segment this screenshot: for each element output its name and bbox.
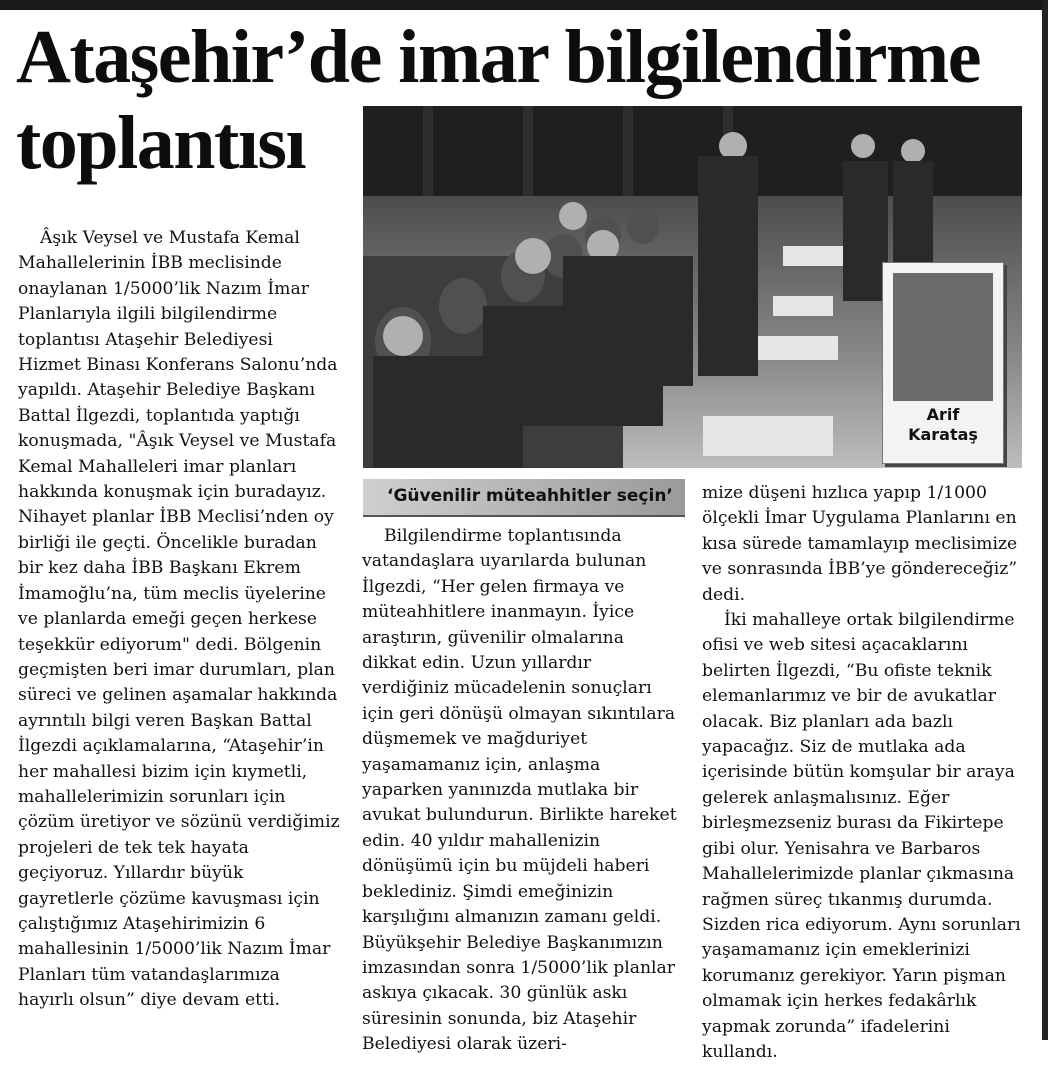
paragraph: mize düşeni hızlıca yapıp 1/1000 ölçekli İmar Uygulama Planlarını en kısa sürede tamamlayıp meclisimize ve sonrasında İBB’ye göndereceğiz” dedi. — [702, 483, 1018, 605]
author-photo — [893, 273, 993, 401]
paragraph: Bilgilendirme toplantısında vatandaşlara uyarılarda bulunan İlgezdi, “Her gelen firmaya ve müteahhitlere inanmayın. İyice araştırın, güvenilir olmalarına dikkat edin. Uzun yıllardır verdiğiniz mücadelenin sonuçları için geri dönüşü olmayan sıkıntılara düşmemek ve mağduriyet yaşamamanız için, anlaşma yaparken yanınızda mutlaka bir avukat bulundurun. Birlikte hareket edin. 40 yıldır mahallenizin dönüşümü için bu müjdeli haberi beklediniz. Şimdi emeğinizin karşılığını almanızın zamanı geldi. Büyükşehir Belediye Başkanımızın imzasından sonra 1/5000’lik planlar askıya çıkacak. 30 günlük askı süresinin sonunda, biz Ataşehir Belediyesi olarak üzeri- — [362, 526, 677, 1055]
headline-line-1: Ataşehir’de imar bilgilendirme — [16, 15, 980, 99]
paragraph: Âşık Veysel ve Mustafa Kemal Mahallelerinin İBB meclisinde onaylanan 1/5000’lik Nazım İmar Planlarıyla ilgili bilgilendirme toplantısı Ataşehir Belediyesi Hizmet Binası Konferans Salonu’nda yapıldı. Ataşehir Belediye Başkanı Battal İlgezdi, toplantıda yaptığı konuşmada, "Âşık Veysel ve Mustafa Kemal Mahalleleri imar planları hakkında konuşmak için buradayız. Nihayet planlar İBB Meclisi’nden oy birliği ile geçti. Öncelikle buradan bir kez daha İBB Başkanı Ekrem İmamoğlu’na, tüm meclis üyelerine ve planlarda emeği geçen herkese teşekkür ediyorum" dedi. Bölgenin geçmişten beri imar durumları, plan süreci ve gelinen aşamalar hakkında ayrıntılı bilgi veren Başkan Battal İlgezdi açıklamalarına, “Ataşehir’in her mahallesi bizim için kıymetli, mahallelerimizin sorunları için çözüm üretiyor ve sözünü verdiğimiz projeleri de tek tek hayata geçiyoruz. Yıllardır büyük gayretlerle çözüme kavuşması için çalıştığımız Ataşehirimizin 6 mahallesinin 1/5000’lik Nazım İmar Planları tüm vatandaşlarımıza hayırlı olsun” diye devam etti. — [18, 228, 340, 1011]
subheading: ‘Güvenilir müteahhitler seçin’ — [387, 486, 673, 506]
headline-line-2: toplantısı — [16, 101, 306, 185]
article-column-3 — [702, 481, 1022, 1065]
article-column-2 — [362, 524, 680, 1058]
author-caption — [883, 405, 1003, 445]
author-first-name: Arif — [926, 405, 960, 424]
top-rule — [0, 0, 1048, 10]
author-last-name: Karataş — [908, 425, 978, 444]
subheading-banner — [363, 479, 685, 517]
paragraph: İki mahalleye ortak bilgilendirme ofisi ve web sitesi açacaklarını belirten İlgezdi, “Bu ofiste teknik elemanlarımız ve bir de avukatlar olacak. Biz planları ada bazlı yapacağız. Siz de mutlaka ada içerisinde bütün komşular bir araya gelerek anlaşmalısınız. Eğer birleşmezseniz burası da Fikirtepe gibi olur. Yenisahra ve Barbaros Mahallelerimizde planlar çıkmasına rağmen süreç tıkanmış durumda. Sizden rica ediyorum. Aynı sorunları yaşamamanız için emeklerinizi korumanız gerekiyor. Yarın pişman olmamak için herkes fedakârlık yapmak zorunda” ifadelerini kullandı. — [702, 610, 1021, 1062]
page-edge — [1042, 0, 1048, 1040]
author-portrait — [882, 262, 1004, 464]
article-column-1 — [18, 226, 340, 1014]
